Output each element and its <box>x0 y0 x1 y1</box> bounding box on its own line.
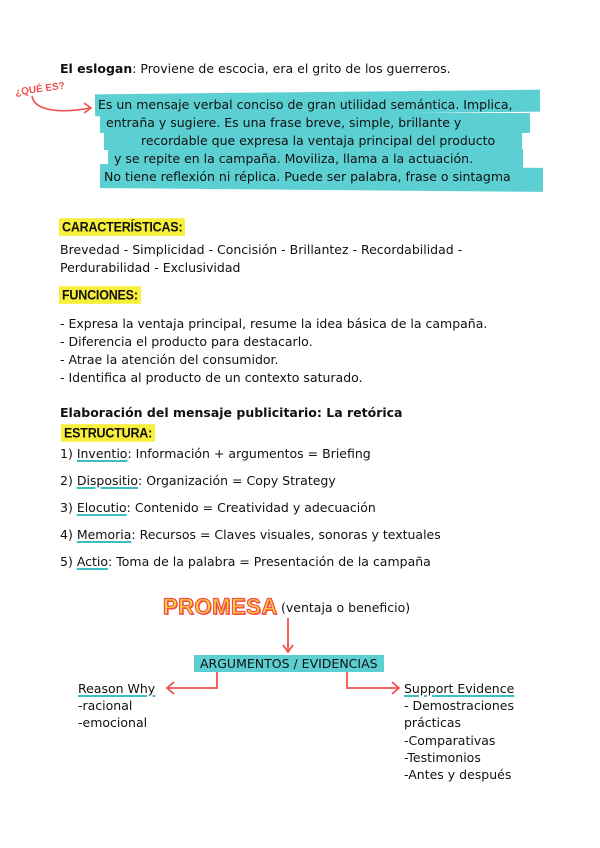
reason-why-title: Reason Why <box>78 681 156 696</box>
estructura-term: Elocutio <box>76 500 127 515</box>
promesa-note: (ventaja o beneficio) <box>281 600 411 615</box>
support-evidence-item: -Testimonios <box>404 750 481 765</box>
estructura-item: 5) Actio: Toma de la palabra = Presentación de la campaña <box>60 554 431 569</box>
right-arrow-icon <box>347 671 398 688</box>
caracteristicas-title: CARACTERÍSTICAS: <box>59 218 185 236</box>
caracteristicas-line: Perdurabilidad - Exclusividad <box>60 260 241 275</box>
funciones-item: - Expresa la ventaja principal, resume la idea básica de la campaña. <box>60 316 488 331</box>
caracteristicas-line: Brevedad - Simplicidad - Concisión - Brillantez - Recordabilidad - <box>60 242 463 257</box>
estructura-term: Memoria <box>76 527 132 542</box>
support-evidence-item: - Demostraciones <box>404 698 514 713</box>
slogan-text: : Proviene de escocia, era el grito de los guerreros. <box>132 61 451 76</box>
estructura-item: 1) Inventio: Información + argumentos = Briefing <box>60 446 371 461</box>
definition-line: Es un mensaje verbal conciso de gran utilidad semántica. Implica, <box>98 97 513 112</box>
estructura-title: ESTRUCTURA: <box>61 424 155 442</box>
estructura-item: 4) Memoria: Recursos = Claves visuales, sonoras y textuales <box>60 527 441 542</box>
funciones-item: - Identifica al producto de un contexto saturado. <box>60 370 363 385</box>
reason-why-item: -emocional <box>78 715 148 730</box>
estructura-term: Inventio <box>76 446 128 461</box>
argumentos-box: ARGUMENTOS / EVIDENCIAS <box>194 655 384 672</box>
estructura-item: 3) Elocutio: Contenido = Creatividad y adecuación <box>60 500 376 515</box>
support-evidence-title: Support Evidence <box>404 681 515 696</box>
estructura-term: Dispositio <box>76 473 139 488</box>
definition-line: y se repite en la campaña. Moviliza, llama a la actuación. <box>114 151 474 166</box>
support-evidence-item: prácticas <box>404 715 462 730</box>
que-es-label: ¿QUÉ ES? <box>14 80 66 99</box>
reason-why-item: -racional <box>78 698 133 713</box>
elaboracion-title: Elaboración del mensaje publicitario: La retórica <box>60 405 403 420</box>
definition-line: No tiene reflexión ni réplica. Puede ser palabra, frase o sintagma <box>104 169 511 184</box>
support-evidence-item: -Comparativas <box>404 733 496 748</box>
definition-line: entraña y sugiere. Es una frase breve, simple, brillante y <box>106 115 462 130</box>
funciones-item: - Diferencia el producto para destacarlo. <box>60 334 313 349</box>
estructura-item: 2) Dispositio: Organización = Copy Strategy <box>60 473 336 488</box>
estructura-term: Actio <box>76 554 109 569</box>
promesa-title: PROMESA <box>163 594 278 619</box>
definition-line: recordable que expresa la ventaja principal del producto <box>141 133 496 148</box>
slogan-label: El eslogan <box>60 61 133 76</box>
left-arrow-icon <box>168 671 217 688</box>
funciones-item: - Atrae la atención del consumidor. <box>60 352 279 367</box>
support-evidence-item: -Antes y después <box>404 767 512 782</box>
funciones-title: FUNCIONES: <box>59 286 141 304</box>
